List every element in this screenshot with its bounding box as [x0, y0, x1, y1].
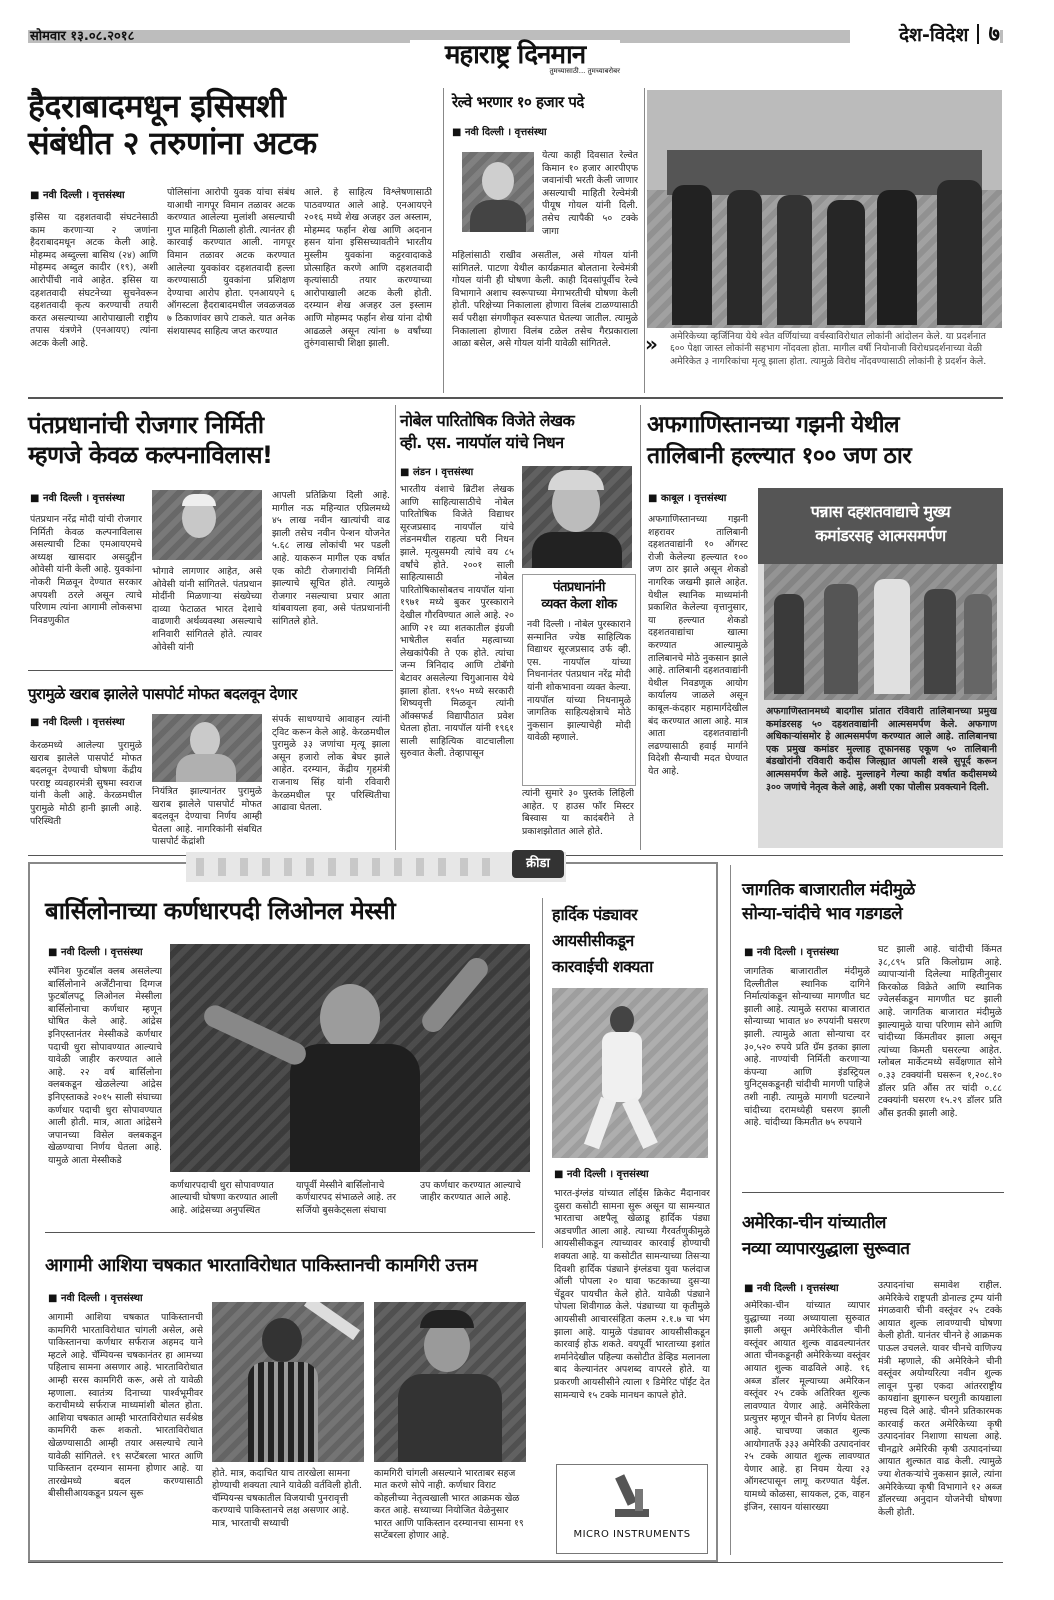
pakistan-cap-1: होते. मात्र, कदाचित याच तारखेला सामना होण्याची शक्यता त्याने यावेळी वर्तविली होती. चॅम्पियन्स चषकातील विजयाची पुनरावृत्ती करण्याचे पाकिस्तानचे लक्ष असणार आहे. मात्र, भारताची सध्याची — [212, 1468, 362, 1529]
kohli-photo — [374, 1302, 526, 1462]
pandya-photo — [552, 988, 708, 1158]
section-title — [850, 18, 1000, 46]
page-number: ७ — [988, 22, 1000, 47]
sarfaraz-photo — [212, 1302, 364, 1462]
naipaul-col-1: भारतीय वंशाचे ब्रिटीश लेखक आणि साहित्यासाठीचे नोबेल पारितोषिक विजेते विद्याधर सूरजप्रसाद नायपॉल यांचे लंडनमधील राहत्या घरी निधन झाले. मृत्युसमयी त्यांचे वय ८५ वर्षांचे होते. २००१ साली साहित्यासाठी नोबेल पारितोषिकासोबतच नायपॉल यांना १९७१ मध्ये बुकर पुरस्काराने देखील गौरविण्यात आले आहे. २० आणि २१ व्या शतकातील इंग्रजी भाषेतील सर्वात महत्वाच्या लेखकांपैकी ते एक होते. त्यांचा जन्म त्रिनिदाद आणि टोबॅगो बेटावर असलेल्या चिगुआनास येथे झाला होता. १९५० मध्ये सरकारी शिष्यवृत्ती मिळवून त्यांनी ऑक्सफर्ड विद्यापीठात प्रवेश घेतला होता. नायपॉल यांनी १९६१ साली साहित्यिक वाटचालीला सुरुवात केली. तेव्हापासून — [400, 484, 514, 760]
surrender-box — [758, 488, 1003, 848]
passport-dateline: ■ नवी दिल्ली । वृत्तसंस्था — [30, 714, 125, 728]
ghazni-headline: अफगाणिस्तानच्या गझनी येथील तालिबानी हल्ल्यात १०० जण ठार — [647, 412, 912, 469]
masthead-date: सोमवार १३.०८.२०१८ — [30, 29, 135, 44]
trade-col-1: अमेरिका-चीन यांच्यात व्यापार युद्धाच्या नव्या अध्यायाला सुरुवात झाली असून अमेरिकेतील चीनी वस्तूंवर आयात शुल्क वाढवल्यानंतर आता चीनकडूनही अमेरिकेच्या वस्तूंवर आयात शुल्क वाढविले आहे. १६ अब्ज डॉलर मूल्याच्या अमेरिकन वस्तूंवर २५ टक्के अतिरिक्त शुल्क लावण्यात येणार आहे. अमेरिकेला प्रत्युत्तर म्हणून चीनने हा निर्णय घेतला आहे. चाचण्या जकात शुल्क आयोगातर्फे ३३३ अमेरिकी उत्पादनांवर २५ टक्के आयात शुल्क लावण्यात येणार आहे. हा नियम येत्या २३ ऑगस्टपासून लागू करण्यात येईल. यामध्ये कोळसा, सायकल, ट्रक, वाहन इंजिन, रसायन यांसारख्या — [744, 1300, 870, 1513]
trade-col-2: उत्पादनांचा समावेश राहील. अमेरिकेचे राष्ट्रपती डोनाल्ड ट्रम्प यांनी मंगळवारी चीनी वस्तूंवर २५ टक्के आयात शुल्क लावण्याची घोषणा केली होती. यानंतर चीनने हे आक्रमक पाऊल उचलले. यावर चीनचे वाणिज्य मंत्री म्हणाले, की अमेरिकेने चीनी वस्तूंवर अयोग्यरित्या नवीन शुल्क लावून पुन्हा एकदा आंतरराष्ट्रीय कायद्यांना झुगारून घरगुती कायद्याला महत्त्व दिले आहे. चीनने प्रतिकारमक कारवाई करत अमेरिकेच्या कृषी उत्पादनांवर निशाणा साधला आहे. चीनद्वारे अमेरिकी कृषी उत्पादनांच्या आयात शुल्कात वाढ केली. त्यामुळे ज्या शेतकऱ्यांचे नुकसान झाले, त्यांना अमेरिकेच्या कृषी विभागाने १२ अब्ज डॉलरच्या अनुदान योजनेची घोषणा केली होती. — [878, 1280, 1002, 1518]
gold-col-2: घट झाली आहे. चांदीची किंमत ३८,८९५ प्रति किलोग्राम आहे. व्यापाऱ्यांनी दिलेल्या माहितीनुसार किरकोळ विक्रेते आणि स्थानिक ज्वेलर्सकडून मागणीत घट झाली आहे. जागतिक बाजारात मंदीमुळे झाल्यामुळे याचा परिणाम सोने आणि चांदीच्या किंमतीवर झाला असून त्यांच्या किमती घसरल्या आहेत. ग्लोबल मार्केटमध्ये सर्वेक्षणात सोने ०.३३ टक्क्यांनी घसरून १,२०८.१० डॉलर प्रति औंस तर चांदी ०.८८ टक्क्यांनी घसरण १५.२९ डॉलर प्रति औंस इतकी झाली आहे. — [878, 944, 1002, 1119]
gold-col-1: जागतिक बाजारातील मंदीमुळे दिल्लीतील स्थानिक दागिने निर्मात्यांकडून सोन्याच्या मागणीत घट झाली आहे. त्यामुळे सराफा बाजारात सोन्याच्या भावात ४० रुपयांनी घसरण झाली. त्यामुळे आता सोन्याचा दर ३०,५२० रुपये प्रति ग्रॅम इतका झाला आहे. नाण्यांची निर्मिती करणाऱ्या कंपन्या आणि इंडस्ट्रियल युनिट्सकडूनही चांदीची मागणी पाहिजे तशी नाही. त्यामुळे मागणी घटल्याने चांदीच्या दरामध्येही घसरण झाली आहे. चांदीच्या किमतीत ७५ रुपयाने — [744, 966, 870, 1129]
naipaul-photo — [522, 466, 632, 568]
passport-col-2: नियंत्रित झाल्यानंतर पुरामुळे खराब झालेले पासपोर्ट मोफत बदलवून देण्याचा निर्णय आम्ही घेतला आहे. नागरिकांनी संबधित पासपोर्ट केंद्रांशी — [152, 786, 262, 848]
trade-dateline: ■ नवी दिल्ली । वृत्तसंस्था — [744, 1280, 839, 1294]
sports-badge: क्रीडा — [512, 850, 564, 878]
hyderabad-headline: हैदराबादमधून इसिसशी संबंधीत २ तरुणांना अटक — [28, 87, 317, 162]
gold-dateline: ■ नवी दिल्ली । वृत्तसंस्था — [744, 944, 839, 958]
pandya-dateline: ■ नवी दिल्ली । वृत्तसंस्था — [554, 1166, 649, 1180]
paper-name — [410, 40, 620, 80]
paper-tagline: तुमच्यासाठी... तुमच्याबरोबर — [549, 67, 620, 75]
railway-col-beside: येत्या काही दिवसात रेल्वेत किमान १० हजार आरपीएफ जवानांची भरती केली जाणार असल्याची माहिती रेल्वेमंत्री पीयूष गोयल यांनी दिली. तसेच त्यापैकी ५० टक्के जागा — [542, 150, 638, 237]
pm-condolence-box — [522, 574, 636, 786]
swaraj-photo — [152, 714, 262, 782]
ad-brand: MICRO INSTRUMENTS — [573, 1529, 691, 1540]
virginia-protest-photo — [647, 90, 1002, 328]
messi-cap-1: कर्णधारपदाची धुरा सोपावण्यात आल्याची घोषणा करण्यात आली आहे. आंद्रेसच्या अनुपस्थित — [170, 1180, 278, 1216]
pm-jobs-col-1: पंतप्रधान नरेंद्र मोदी यांची रोजगार निर्मिती केवळ कल्पनाविलास असल्याची टिका एमआयएमचे अध्यक्ष खासदार असदुद्दीन ओवेसी यांनी केली आहे. युवकांना नोकरी मिळवून देण्यात सरकार अपयशी ठरले असून त्याचे परिणाम त्यांना आगामी लोकसभा निवडणुकीत — [30, 514, 142, 626]
hyderabad-col-3: आले. हे साहित्य विश्लेषणासाठी पाठवण्यात आले आहे. एनआयएने २०१६ मध्ये शेख अजहर उल अस्लाम, मोहम्मद फर्हान शेख आणि अदनान हसन यांना इसिसच्यावतीने भारतीय मुस्लीम युवकांना कट्टरवादाकडे प्रोत्साहित करणे आणि दहशतवादी कृत्यांसाठी तयार करण्याच्या आरोपाखाली अटक केली होती. दरम्यान शेख अजहर उल इस्लाम आणि मोहम्मद फर्हान शेख यांना दोषी आढळले असून त्यांना ७ वर्षांच्या तुरुंगवासाची शिक्षा झाली. — [304, 187, 432, 350]
micro-instruments-ad — [556, 1464, 708, 1554]
ghazni-col: अफगाणिस्तानच्या गझनी शहरावर तालिबानी दहशतवाद्यांनी १० ऑगस्ट रोजी केलेल्या हल्ल्यात १०० जण ठार झाले असून शेकडो नागरिक जखमी झाले आहेत. येथील स्थानिक माध्यमांनी प्रकाशित केलेल्या वृत्तानुसार, या हल्ल्यात शेकडो दहशतवाद्यांचा खात्मा करण्यात आल्यामुळे तालिबानचे मोठे नुकसान झाले आहे. तालिबानी दहशतवाद्यांनी येथील निवडणूक आयोग कार्यालय जाळले असून काबूल-कंदहार महामार्गदेखील बंद करण्यात आला आहे. मात्र आता दहशतवाद्यांनी लढण्यासाठी हवाई मार्गाने विदेशी सैन्याची मदत घेण्यात येत आहे. — [648, 514, 748, 777]
pandya-headline: हार्दिक पंड्यावर आयसीसीकडून कारवाईची शक्यता — [552, 905, 653, 976]
railway-dateline: ■ नवी दिल्ली । वृत्तसंस्था — [452, 124, 547, 138]
sports-banner — [186, 852, 566, 882]
surrender-text: अफगाणिस्तानमध्ये बादगीस प्रांतात रविवारी तालिबानच्या प्रमुख कमांडरसह ५० दहशतवाद्यांनी आत्मसमर्पण केले. अफगाण अधिकाऱ्यांसमोर हे आत्मसमर्पण करण्यात आले आहे. तालिबानचा एक प्रमुख कमांडर मुल्लाह तूफानसह एकूण ५० तालिबानी बंडखोरांनी रविवारी कदीस जिल्ह्यात आपली शस्त्रे सुपूर्द करून आत्मसमर्पण केले आहे. मुल्लाहने गेल्या काही वर्षात कदीसमध्ये ३०० जणांचे नेतृत्व केले आहे, अशी एका पोलीस प्रवक्त्याने दिली. — [766, 706, 997, 793]
messi-cap-3: उप कर्णधार करण्यात आल्याचे जाहीर करण्यात आले आहे. — [420, 1180, 521, 1204]
sports-silhouettes — [196, 858, 496, 876]
virginia-caption: अमेरिकेच्या व्हर्जिनिया येथे श्वेत वर्णियांच्या वर्चस्वाविरोधात लोकांनी आंदोलन केले. या प्रदर्शनात ६०० पेक्षा जास्त लोकांनी सहभाग नोंदवला होता. मागील वर्षी नियोनाजी विरोधप्रदर्शनाच्या वेळी अमेरिकेत ३ नागरिकांचा मृत्यू झाला होता. त्यामुळे विरोध नोंदवण्यासाठी लोकांनी हे प्रदर्शन केले. — [670, 331, 987, 367]
passport-col-1: केरळमध्ये आलेल्या पुरामुळे खराब झालेले पासपोर्ट मोफत बदलवून देण्याची घोषणा केंद्रीय परराष्ट्र व्यवहारमंत्री सुषमा स्वराज यांनी केली आहे. केरळमधील पुरामुळे मोठी हानी झाली आहे. परिस्थिती — [30, 740, 142, 827]
messi-cap-2: यापूर्वी मेस्सीने बार्सिलोनाचे कर्णधारपद संभाळले आहे. तर सर्जियो बुसकेट्सला संघाचा — [296, 1180, 396, 1216]
goyal-photo — [462, 152, 534, 232]
naipaul-dateline: ■ लंडन । वृत्तसंस्था — [400, 464, 473, 478]
passport-headline: पुरामुळे खराब झालेले पासपोर्ट मोफत बदलवून देणार — [28, 685, 297, 703]
surrender-photo — [764, 564, 997, 700]
owaisi-photo — [152, 490, 262, 560]
railway-col-full: महिलांसाठी राखीव असतील, असे गोयल यांनी सांगितले. पाटणा येथील कार्यक्रमात बोलताना रेल्वेमंत्री गोयल यांनी ही घोषणा केली. काही दिवसांपूर्वीच रेल्वे विभागाने अशाच स्वरूपाच्या मेगाभरतीची घोषणा केली होती. परिक्षेच्या निकालाला होणारा विलंब टाळण्यासाठी सर्व परीक्षा संगणीकृत स्वरूपात घेतल्या जातील. त्यामुळे निकालाला होणारा विलंब टळेल तसेच गैरप्रकाराला आळा बसेल, असे गोयल यांनी यावेळी सांगितले. — [452, 250, 638, 350]
pm-jobs-col-3: आपली प्रतिक्रिया दिली आहे. मागील नऊ महिन्यात एप्रिलमध्ये ४५ लाख नवीन खात्यांची वाढ झाली तसेच नवीन पेन्शन योजनेत ५.६८ लाख लोकांची भर पडली आहे. याकरून मागील एक वर्षात एक कोटी रोजगारांची निर्मिती झाल्याचे सूचित होते. त्यामुळे रोजगार नसल्याचा प्रचार आता थांबवायला हवा, असे पंतप्रधानांनी सांगितले होते. — [272, 490, 390, 627]
pakistan-col: आगामी आशिया चषकात पाकिस्तानची कामगिरी भारताविरोधात चांगली असेल, असे पाकिस्तानचा कर्णधार सर्फराज अहमद याने म्हटले आहे. चॅम्पियन्स चषकानंतर हा आमच्या पहिलाच सामना असणार आहे. भारताविरोधात आम्ही सरस कामगिरी करू, असे तो यावेळी म्हणाला. स्वातंत्र्य दिनाच्या पार्श्वभूमीवर कराचीमध्ये सर्फराज माध्यमांशी बोलत होता. आशिया चषकात आम्ही भारताविरोधात सर्वश्रेष्ठ कामगिरी करू शकतो. भारताविरोधात खेळण्यासाठी आम्ही तयार असल्याचे त्याने यावेळी सांगितले. १९ सप्टेंबरला भारत आणि पाकिस्तान दरम्यान सामना होणार आहे. या तारखेमध्ये बदल करण्यासाठी बीसीसीआयकडून प्रयत्न सुरू — [48, 1312, 203, 1500]
pakistan-cap-2: कामगिरी चांगली असल्याने भारताबर सहज मात करणे सोपे नाही. कर्णधार विराट कोहलीच्या नेतृत्वखाली भारत आक्रमक खेळ करत आहे. सध्याच्या नियोजित वेळेनुसार भारत आणि पाकिस्तान दरम्यानचा सामना १९ सप्टेंबरला होणार आहे. — [374, 1468, 524, 1542]
naipaul-headline: नोबेल पारितोषिक विजेते लेखक व्ही. एस. नायपॉल यांचे निधन — [400, 411, 575, 452]
chevron-right-icon: » — [645, 332, 658, 356]
messi-col: स्पॅनिश फुटबॉल क्लब असलेल्या बार्सिलोनाने अर्जेंटीनाचा दिग्गज फुटबॉलपटू लिओनल मेस्सीला बार्सिलोनाचा कर्णधार म्हणून घोषित केले आहे. आंद्रेस इनिएस्तानंतर मेस्सीकडे कर्णधार पदाची धुरा सोपावण्यात आल्याचे यावेळी जाहीर करण्यात आले आहे. २२ वर्ष बार्सिलोना क्लबकडून खेळलेल्या आंद्रेस इनिएस्ताकडे २०१५ साली संघाच्या कर्णधार पदाची धुरा सोपावण्यात आली होती. मात्र, आता आंद्रेसने जपानच्या विसेल क्लबकडून खेळण्याचा निर्णय घेतला आहे. यामुळे आता मेस्सीकडे — [48, 966, 162, 1166]
pm-jobs-dateline: ■ नवी दिल्ली । वृत्तसंस्था — [30, 490, 125, 504]
ghazni-dateline: ■ काबूल । वृत्तसंस्था — [648, 490, 726, 504]
messi-dateline: ■ नवी दिल्ली । वृत्तसंस्था — [48, 944, 143, 958]
pakistan-dateline: ■ नवी दिल्ली । वृत्तसंस्था — [48, 1290, 143, 1304]
messi-photo — [170, 944, 530, 1172]
surrender-title: पन्नास दहशतवाद्याचे मुख्य कमांडरसह आत्मसमर्पण — [758, 488, 1003, 564]
naipaul-col-bottom: त्यांनी सुमारे ३० पुस्तके लिहिली आहेत. ए हाउस फॉर मिस्टर बिस्वास या कादंबरीने ते प्रकाशझोतात आले होते. — [522, 788, 634, 837]
pm-condolence-text: नवी दिल्ली । नोबेल पुरस्काराने सन्मानित ज्येष्ठ साहित्यिक विद्याधर सूरजप्रसाद उर्फ व्ही. एस. नायपॉल यांच्या निधनानंतर पंतप्रधान नरेंद्र मोदी यांनी शोकभावना व्यक्त केल्या. नायपॉल यांच्या निधनामुळे जागतिक साहित्यक्षेत्राचे मोठे नुकसान झाल्याचेही मोदी यावेळी म्हणाले. — [527, 619, 631, 744]
messi-headline: बार्सिलोनाच्या कर्णधारपदी लिओनल मेस्सी — [45, 897, 396, 925]
pandya-col: भारत-इंग्लंड यांच्यात लॉर्ड्स क्रिकेट मैदानावर दुसरा कसोटी सामना सुरू असून या सामन्यात भारताचा अष्टपैलू खेळाडू हार्दिक पंड्या अडचणीत आला आहे. त्याच्या गैरवर्तणुकीमुळे आयसीसीकडून त्याच्यावर कारवाई होण्याची शक्यता आहे. या कसोटीत सामन्याच्या तिसऱ्या दिवशी हार्दिक पंड्याने इंग्लंडचा युवा फलंदाज ऑली पोपला २० धावा फटकाच्या दुसऱ्या चेंडूवर पायचीत केले होते. यावेळी पंड्याने पोपला शिवीगाळ केले. पंड्याच्या या कृतीमुळे आयसीसी आचारसंहिता कलम २.१.७ चा भंग झाला आहे. यामुळे पंड्यावर आयसीसीकडून कारवाई होऊ शकते. वयपूर्वी भारताच्या इशांत शर्मानेदेखील पहिल्या कसोटीत डेव्हिड मलानला बाद केल्यानंतर अपशब्द वापरले होते. या प्रकरणी आयसीसीने त्याला १ डिमेरिट पॉईंट देत सामन्याचे १५ टक्के मानधन कापले होते. — [554, 1188, 710, 1401]
microscope-icon — [615, 1475, 649, 1519]
pm-condolence-title: पंतप्रधानांनी व्यक्त केला शोक — [541, 580, 617, 612]
paper-name-text: महाराष्ट्र दिनमान — [444, 40, 586, 70]
railway-headline: रेल्वे भरणार १० हजार पदे — [452, 93, 584, 111]
pakistan-headline: आगामी आशिया चषकात भारताविरोधात पाकिस्तानची कामगिरी उत्तम — [45, 1255, 477, 1276]
passport-col-3: संपर्क साधण्याचे आवाहन त्यांनी ट्विट करून केले आहे. केरळमधील पुरामुळे ३३ जणांचा मृत्यू झाला असून हजारो लोक बेघर झाले आहेत. दरम्यान, केंद्रीय गृहमंत्री राजनाथ सिंह यांनी रविवारी केरळमधील पूर परिस्थितीचा आढावा घेतला. — [272, 714, 390, 814]
hyderabad-col-2: पोलिसांना आरोपी युवक यांचा संबंध याआधी नागपूर विमान तळावर अटक करण्यात आलेल्या मुलांशी असल्याची गुप्त माहिती मिळाली होती. त्यानंतर ही कारवाई करण्यात आली. नागपूर विमान तळावर अटक करण्यात आलेल्या युवकांवर दहशतवादी हल्ला करण्यासाठी युवकांना प्रशिक्षण देण्याचा आरोप होता. एनआयएने ६ ऑगस्टला हैदराबादमधील जवळजवळ ७ ठिकाणांवर छापे टाकले. यात अनेक संशयास्पद साहित्य जप्त करण्यात — [167, 187, 295, 337]
hyderabad-dateline: ■ नवी दिल्ली । वृत्तसंस्था — [30, 187, 125, 201]
pm-jobs-col-2: भोगावे लागणार आहेत, असे ओवेसी यांनी सांगितले. पंतप्रधान मोदींनी मिळणाऱ्या संख्येच्या दाव्या फेटाळत भारत देशाचे वाढणारी अर्थव्यवस्था असल्याचे शनिवारी सांगितले होते. त्यावर ओवेसी यांनी — [152, 566, 262, 653]
section-name: देश-विदेश — [898, 24, 969, 46]
trade-headline: अमेरिका-चीन यांच्यातील नव्या व्यापारयुद्धाला सुरूवात — [742, 1213, 910, 1259]
pm-jobs-headline: पंतप्रधानांची रोजगार निर्मिती म्हणजे केवळ कल्पनाविलास! — [28, 411, 273, 469]
hyderabad-col-1: इसिस या दहशतवादी संघटनेसाठी काम करणाऱ्या २ जणांना हैदराबादमधून अटक केली आहे. मोहम्मद अब्दुल्ला बासिथ (२४) आणि मोहम्मद अब्दुल कादीर (१९), अशी आरोपींची नावे आहेत. इसिस या दहशतवादी संघटनेच्या सुचनेवरून दहशतवादी कृत्य करण्याची तयारी करत असल्याच्या आरोपाखाली राष्ट्रीय तपास यंत्रणेने (एनआयए) त्यांना अटक केली आहे. — [30, 212, 158, 349]
gold-headline: जागतिक बाजारातील मंदीमुळे सोन्या-चांदीचे भाव गडगडले — [742, 880, 915, 924]
